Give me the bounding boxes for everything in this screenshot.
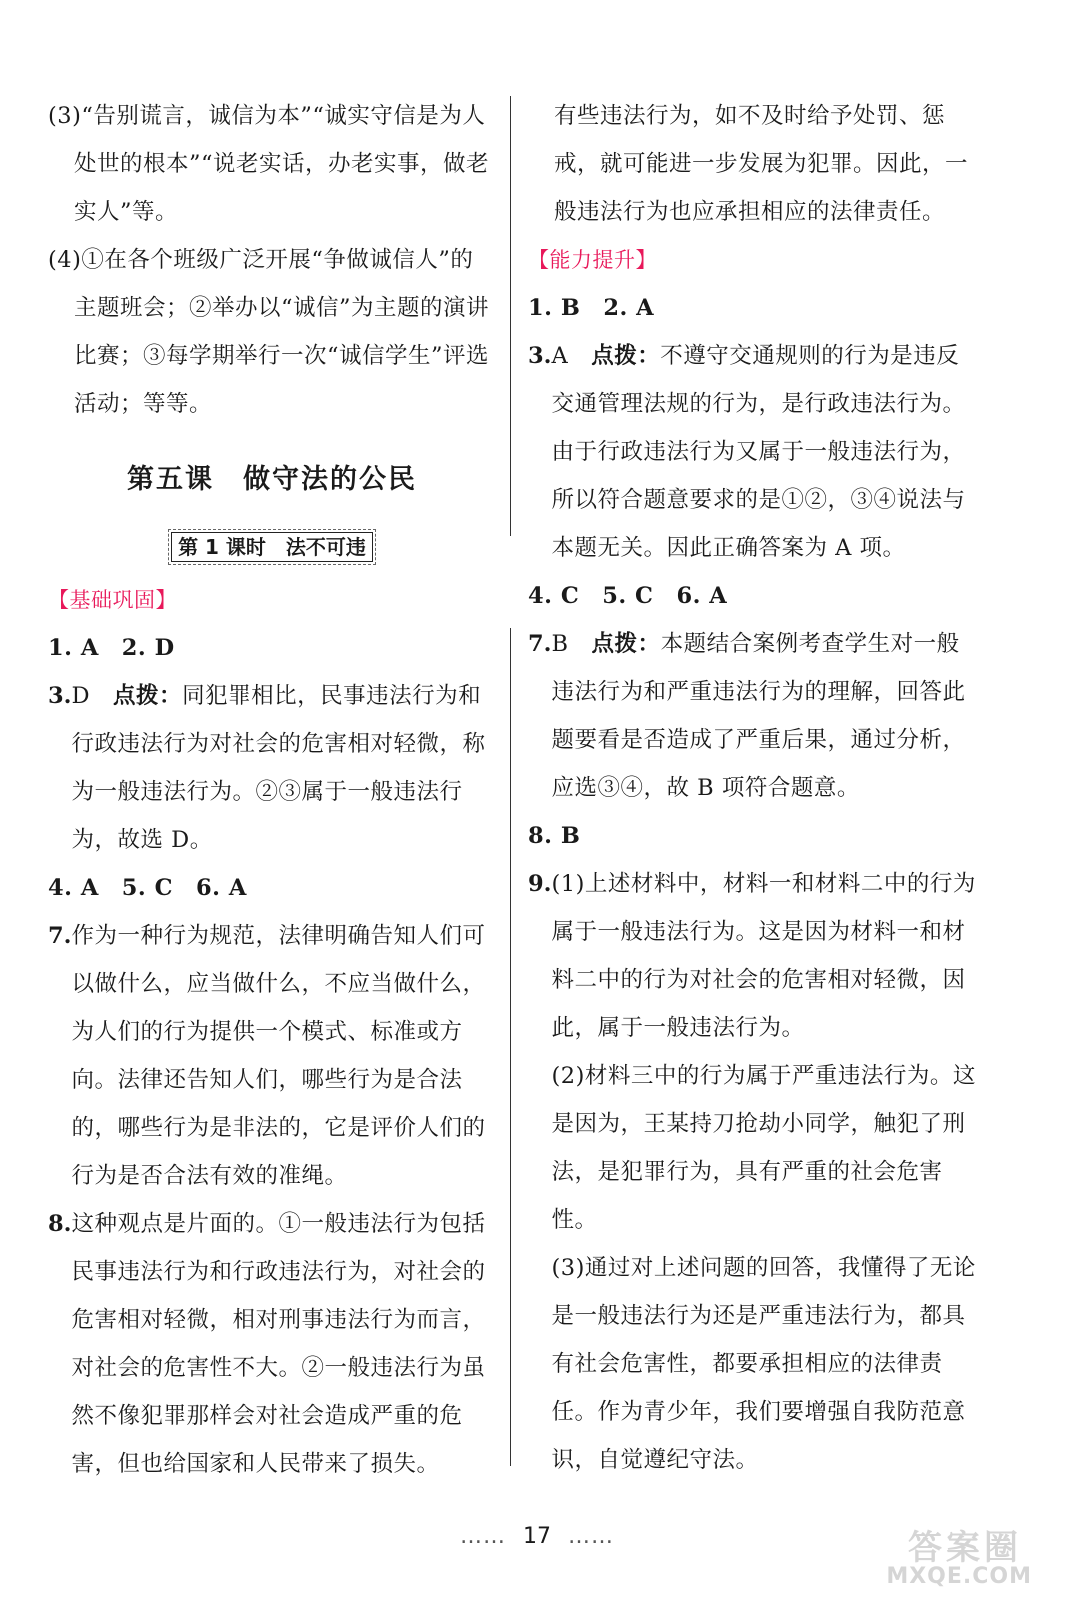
item-9-part-3: (3)通过对上述问题的回答，我懂得了无论是一般违法行为还是严重违法行为，都具有社会危害性，都要承担相应的法律责任。作为青少年，我们要增强自我防范意识，自觉遵纪守法。 [551,1255,976,1473]
item-number: 3. [48,683,72,709]
lesson-title: 第 1 课时 法不可违 [171,532,373,562]
item-text: 这种观点是片面的。①一般违法行为包括民事违法行为和行政违法行为，对社会的危害相对轻微，相对刑事违法行为而言，对社会的危害性不大。②一般违法行为虽然不像犯罪那样会对社会造成严重的危害，但也给国家和人民带来了损失。 [71,1211,486,1477]
item-text: 同犯罪相比，民事违法行为和行政违法行为对社会的危害相对轻微，称为一般违法行为。②③属于一般违法行为，故选 D。 [71,683,486,853]
item-9-part-2: (2)材料三中的行为属于严重违法行为。这是因为，王某持刀抢劫小同学，触犯了刑法，是犯罪行为，具有严重的社会危害性。 [551,1063,976,1233]
answer-4-6: 4. C 5. C 6. A [528,583,728,609]
item-answer: D [71,683,114,709]
section-ability-heading: 【能力提升】 [528,248,657,272]
answer-1-2: 1. A 2. D [48,635,175,661]
hint-label: 点拨： [591,631,661,657]
page-dots-right: …… [568,1524,614,1549]
item-answer: A [551,343,592,369]
answer-8: 8. B [528,823,581,849]
watermark-top-text: 答案圈 [908,1528,1022,1568]
item-body [552,860,979,1484]
watermark-logo [862,1520,1032,1592]
item-text: 作为一种行为规范，法律明确告知人们可以做什么，应当做什么，不应当做什么，为人们的行为提供一个模式、标准或方向。法律还告知人们，哪些行为是合法的，哪些行为是非法的，它是评价人们的行为是否合法有效的准绳。 [71,923,486,1189]
item-text: 不遵守交通规则的行为是违反交通管理法规的行为，是行政违法行为。由于行政违法行为又属于一般违法行为，所以符合题意要求的是①②，③④说法与本题无关。因此正确答案为 A 项。 [551,343,966,561]
answer-4-6: 4. A 5. C 6. A [48,875,247,901]
column-divider-bottom [510,628,511,1466]
hint-label: 点拨： [591,343,661,369]
page-number-value: 17 [523,1524,551,1549]
answer-item-7 [528,620,978,812]
chapter-title: 第五课 做守法的公民 [127,464,417,495]
watermark-bottom-text: MXQE.COM [886,1564,1032,1589]
answer-1-2: 1. B 2. A [528,295,655,321]
item-number: 8. [48,1211,72,1237]
item-body [72,672,497,864]
section-basic-heading: 【基础巩固】 [48,588,177,612]
item-body [552,332,979,572]
column-divider-top [510,96,511,536]
answer-item-9 [528,860,978,1484]
page-dots-left: …… [460,1524,506,1549]
answer-item-3 [48,672,496,864]
item-text: 本题结合案例考查学生对一般违法行为和严重违法行为的理解，回答此题要看是否造成了严重后果，通过分析，应选③④，故 B 项符合题意。 [551,631,966,801]
item-9-part-1: (1)上述材料中，材料一和材料二中的行为属于一般违法行为。这是因为材料一和材料二中的行为对社会的危害相对轻微，因此，属于一般违法行为。 [551,871,976,1041]
item-number: 3. [528,343,552,369]
item-body [552,620,979,812]
right-column [528,92,978,1484]
item-number: 7. [528,631,552,657]
answer-item-7 [48,912,496,1200]
lesson-title-wrap [48,524,496,572]
left-column [48,92,496,1488]
answer-paragraph-3: (3)“告别谎言，诚信为本”“诚实守信是为人处世的根本”“说老实话，办老实事，做老实人”等。 [48,103,490,225]
answer-item-8 [48,1200,496,1488]
hint-label: 点拨： [113,683,183,709]
answer-item-3 [528,332,978,572]
answer-paragraph-4: (4)①在各个班级广泛开展“争做诚信人”的主题班会；②举办以“诚信”为主题的演讲比赛；③每学期举行一次“诚信学生”评选活动；等等。 [48,247,490,417]
item-answer: B [551,631,592,657]
item-number: 9. [528,871,552,897]
continued-paragraph: 有些违法行为，如不及时给予处罚、惩戒，就可能进一步发展为犯罪。因此，一般违法行为也应承担相应的法律责任。 [554,103,969,225]
item-number: 7. [48,923,72,949]
